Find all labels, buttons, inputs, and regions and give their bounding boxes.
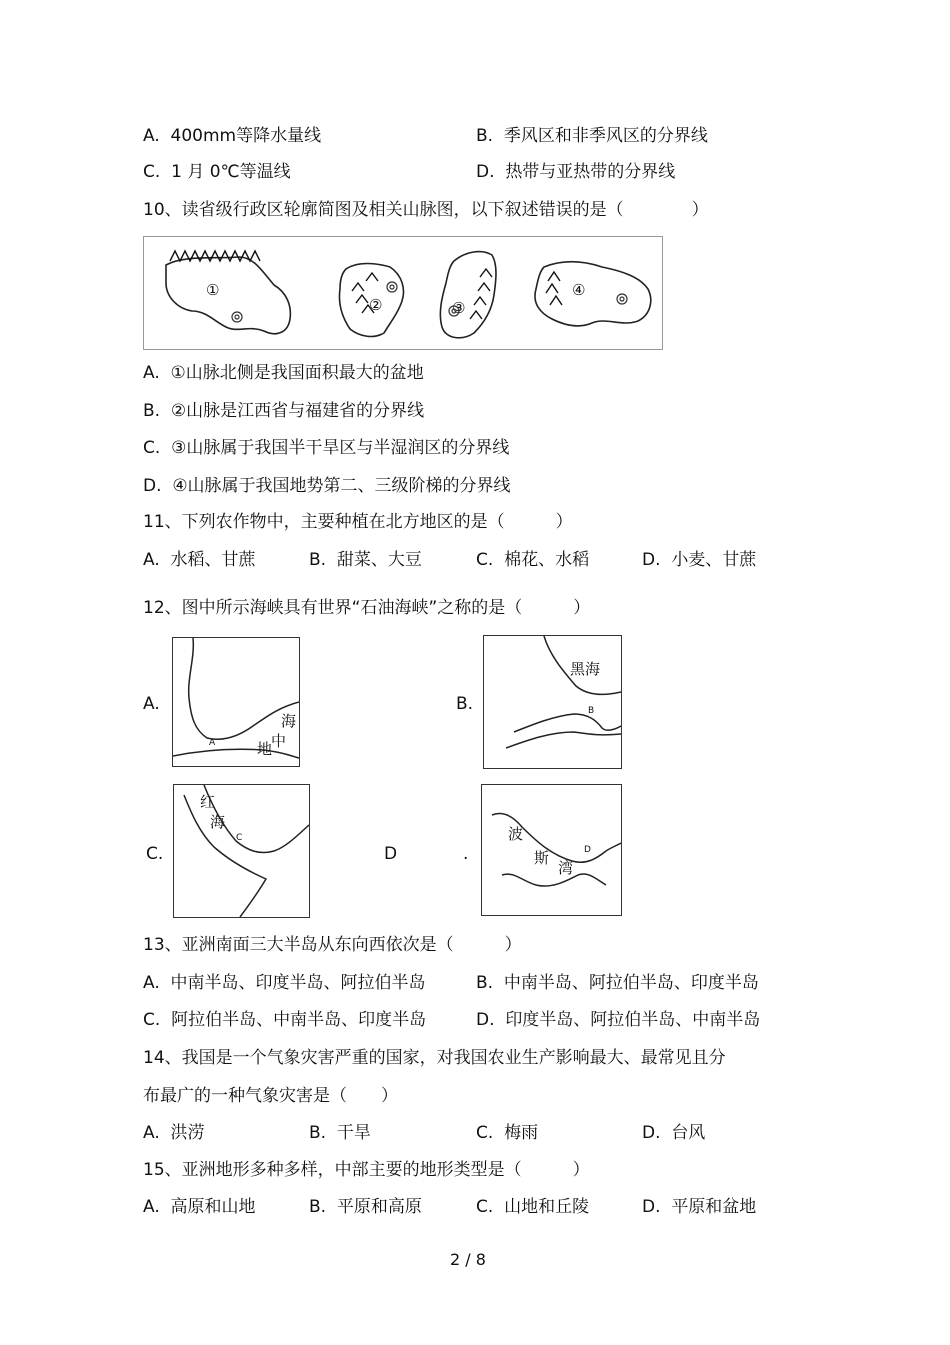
q12-dot: . bbox=[463, 844, 469, 864]
q10-stem: 10、读省级行政区轮廓简图及相关山脉图，以下叙述错误的是（ ） bbox=[143, 200, 709, 220]
strait-map-c bbox=[173, 784, 310, 918]
q12-option-a-label: A. bbox=[143, 694, 160, 714]
strait-map-b bbox=[483, 635, 622, 769]
map-a-text-1: 海 bbox=[281, 712, 297, 730]
hormuz-map bbox=[482, 785, 621, 915]
map-c-text-2: 海 bbox=[210, 813, 226, 831]
q9-option-b: B. 季风区和非季风区的分界线 bbox=[476, 126, 708, 146]
q9-option-a: A. 400mm等降水量线 bbox=[143, 126, 322, 146]
q10-option-b: B. ②山脉是江西省与福建省的分界线 bbox=[143, 401, 425, 421]
q14-option-d: D. 台风 bbox=[642, 1123, 706, 1143]
q14-option-c: C. 梅雨 bbox=[476, 1123, 539, 1143]
strait-map-a bbox=[172, 637, 300, 767]
q12-option-c-label: C. bbox=[146, 844, 164, 864]
q11-option-a: A. 水稻、甘蔗 bbox=[143, 550, 256, 570]
q10-option-d: D. ④山脉属于我国地势第二、三级阶梯的分界线 bbox=[143, 476, 511, 496]
q15-option-b: B. 平原和高原 bbox=[309, 1197, 422, 1217]
map-a-text-3: 地 bbox=[257, 740, 273, 758]
province-outline-figure bbox=[143, 236, 663, 350]
map-c-text-1: 红 bbox=[200, 793, 216, 811]
bab-el-mandeb-map bbox=[174, 785, 309, 917]
map-label-3: ③ bbox=[452, 299, 466, 317]
q9-option-d: D. 热带与亚热带的分界线 bbox=[476, 162, 676, 182]
q12-option-d-label: D bbox=[384, 844, 398, 864]
q15-option-a: A. 高原和山地 bbox=[143, 1197, 256, 1217]
q12-option-b-label: B. bbox=[456, 694, 474, 714]
map-b-text-1: 黑海 bbox=[570, 660, 601, 678]
page-number: 2 / 8 bbox=[450, 1250, 486, 1269]
map-b-text-2: B bbox=[588, 706, 595, 716]
q14-option-a: A. 洪涝 bbox=[143, 1123, 205, 1143]
q10-option-a: A. ①山脉北侧是我国面积最大的盆地 bbox=[143, 363, 424, 383]
q14-option-b: B. 干旱 bbox=[309, 1123, 371, 1143]
q13-option-c: C. 阿拉伯半岛、中南半岛、印度半岛 bbox=[143, 1010, 427, 1030]
map-a-text-4: A bbox=[209, 738, 216, 748]
map-label-4: ④ bbox=[572, 281, 586, 299]
map-d-text-1: 波 bbox=[508, 825, 524, 843]
q13-stem: 13、亚洲南面三大半岛从东向西依次是（ ） bbox=[143, 935, 522, 955]
q13-option-a: A. 中南半岛、印度半岛、阿拉伯半岛 bbox=[143, 973, 426, 993]
q11-option-c: C. 棉花、水稻 bbox=[476, 550, 590, 570]
q14-stem-line1: 14、我国是一个气象灾害严重的国家，对我国农业生产影响最大、最常见且分 bbox=[143, 1048, 726, 1068]
q15-stem: 15、亚洲地形多种多样，中部主要的地形类型是（ ） bbox=[143, 1160, 590, 1180]
q11-option-d: D. 小麦、甘蔗 bbox=[642, 550, 757, 570]
q10-option-c: C. ③山脉属于我国半干旱区与半湿润区的分界线 bbox=[143, 438, 510, 458]
q11-stem: 11、下列农作物中，主要种植在北方地区的是（ ） bbox=[143, 512, 573, 532]
q13-option-b: B. 中南半岛、阿拉伯半岛、印度半岛 bbox=[476, 973, 759, 993]
map-d-text-4: D bbox=[584, 845, 591, 855]
map-label-1: ① bbox=[206, 281, 220, 299]
map-a-text-2: 中 bbox=[271, 732, 287, 750]
q15-option-c: C. 山地和丘陵 bbox=[476, 1197, 590, 1217]
map-label-2: ② bbox=[369, 296, 383, 314]
q13-option-d: D. 印度半岛、阿拉伯半岛、中南半岛 bbox=[476, 1010, 761, 1030]
q15-option-d: D. 平原和盆地 bbox=[642, 1197, 757, 1217]
q9-option-c: C. 1 月 0℃等温线 bbox=[143, 162, 291, 182]
q12-stem: 12、图中所示海峡具有世界“石油海峡”之称的是（ ） bbox=[143, 598, 591, 618]
q14-stem-line2: 布最广的一种气象灾害是（ ） bbox=[143, 1086, 398, 1106]
strait-map-d bbox=[481, 784, 622, 916]
q11-option-b: B. 甜菜、大豆 bbox=[309, 550, 422, 570]
map-c-text-3: C bbox=[236, 833, 243, 843]
map-d-text-2: 斯 bbox=[534, 849, 550, 867]
bosporus-map bbox=[484, 636, 621, 768]
map-d-text-3: 湾 bbox=[558, 859, 574, 877]
